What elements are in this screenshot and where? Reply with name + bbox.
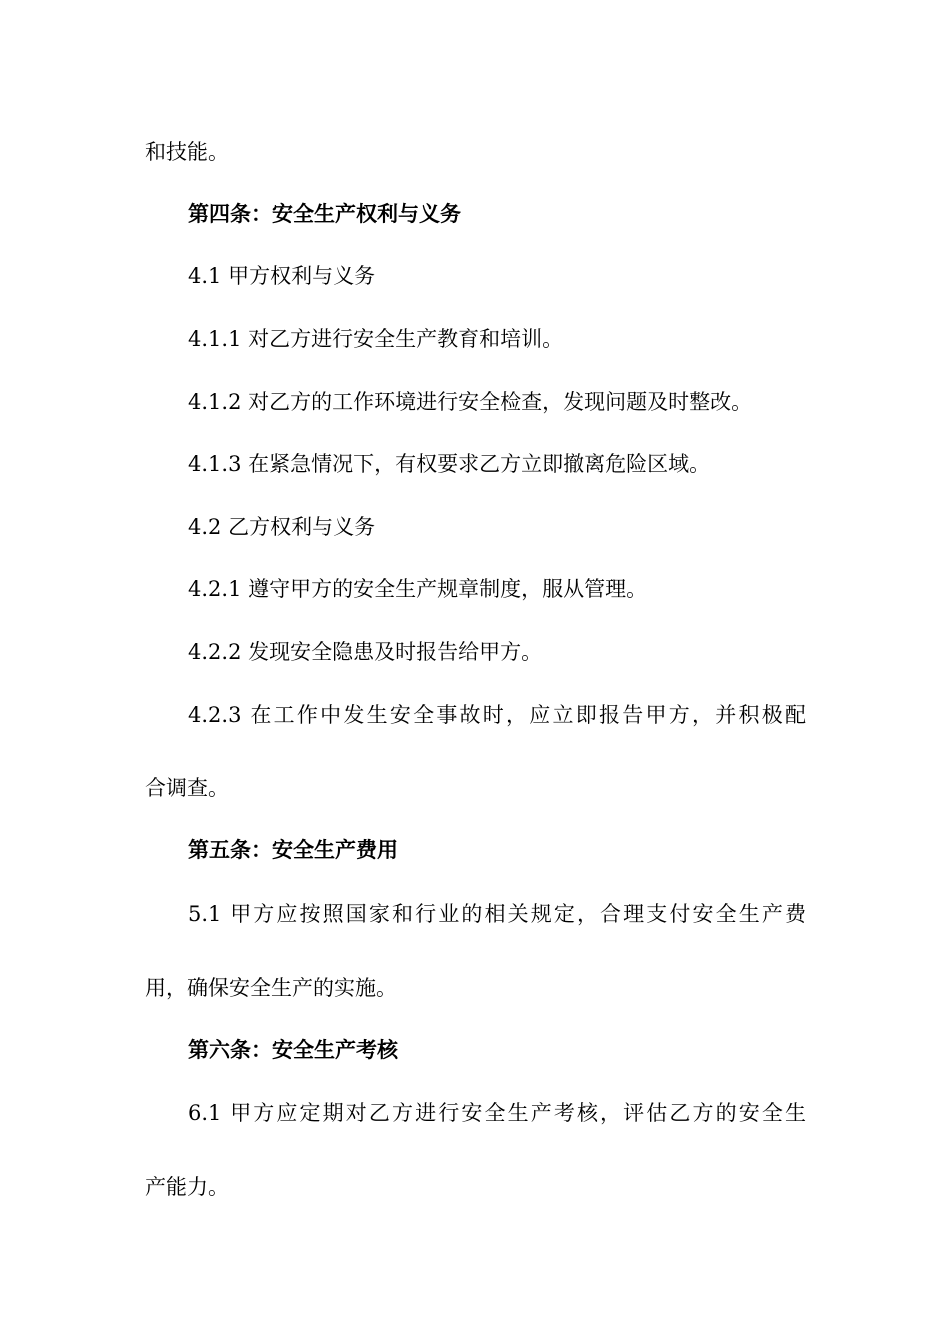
article-4-heading: 第四条：安全生产权利与义务 — [188, 202, 461, 226]
clause-6-1: 6.1 甲方应定期对乙方进行安全生产考核，评估乙方的安全生 — [188, 1101, 806, 1125]
clause-4-2: 4.2 乙方权利与义务 — [188, 515, 376, 539]
clause-6-1-continuation: 产能力。 — [145, 1175, 229, 1199]
clause-5-1-continuation: 用，确保安全生产的实施。 — [145, 976, 397, 1000]
clause-4-1-3: 4.1.3 在紧急情况下，有权要求乙方立即撤离危险区域。 — [188, 452, 711, 476]
article-5-heading: 第五条：安全生产费用 — [188, 838, 398, 862]
clause-4-1: 4.1 甲方权利与义务 — [188, 264, 376, 288]
clause-4-1-1: 4.1.1 对乙方进行安全生产教育和培训。 — [188, 327, 564, 351]
article-6-heading: 第六条：安全生产考核 — [188, 1038, 398, 1062]
clause-4-2-3: 4.2.3 在工作中发生安全事故时，应立即报告甲方，并积极配 — [188, 703, 806, 727]
clause-5-1: 5.1 甲方应按照国家和行业的相关规定，合理支付安全生产费 — [188, 902, 806, 926]
paragraph-continuation: 和技能。 — [145, 140, 229, 164]
clause-4-2-3-continuation: 合调查。 — [145, 776, 229, 800]
clause-4-2-2: 4.2.2 发现安全隐患及时报告给甲方。 — [188, 640, 543, 664]
clause-4-1-2: 4.1.2 对乙方的工作环境进行安全检查，发现问题及时整改。 — [188, 390, 753, 414]
clause-4-2-1: 4.2.1 遵守甲方的安全生产规章制度，服从管理。 — [188, 577, 648, 601]
